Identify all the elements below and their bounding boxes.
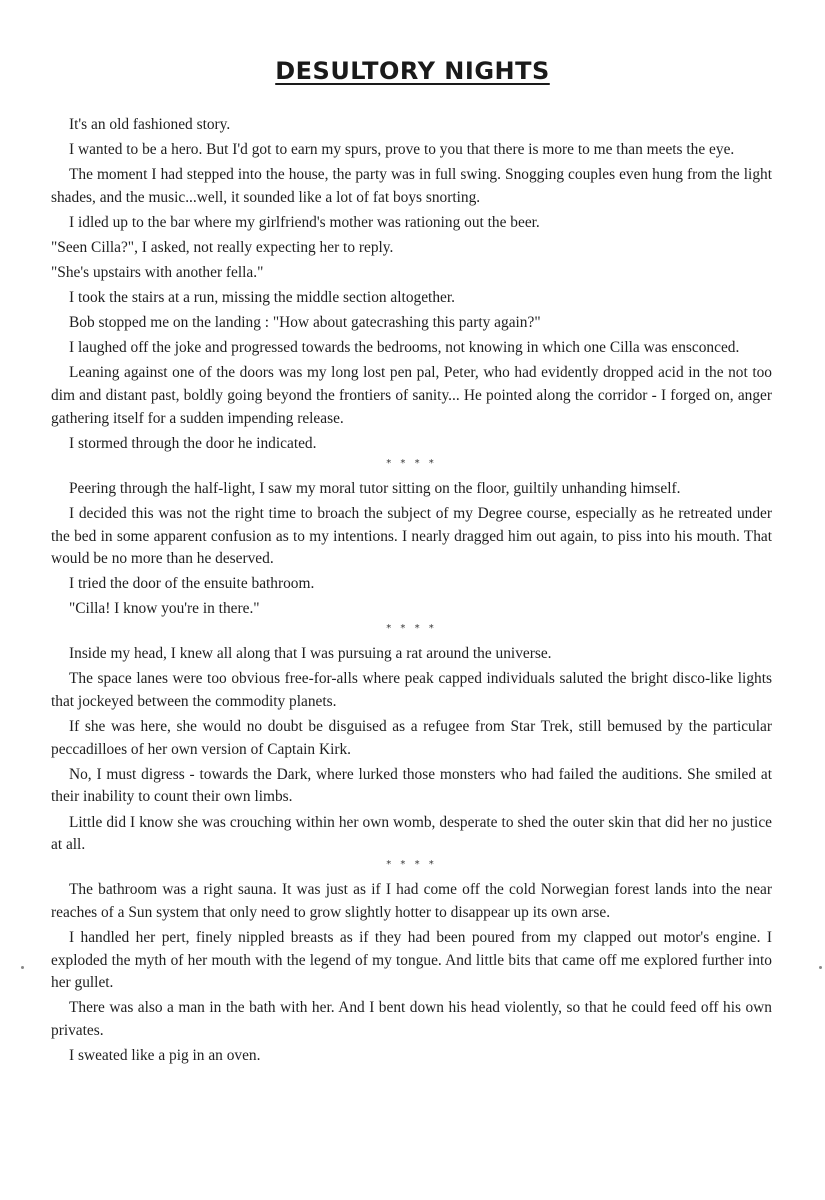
paragraph: Little did I know she was crouching within her own womb, desperate to shed the outer skin that did her no justice at all.	[51, 813, 772, 854]
paragraph: If she was here, she would no doubt be disguised as a refugee from Star Trek, still bemused by the particular peccadilloes of her own version of Captain Kirk.	[51, 718, 772, 758]
paragraph: The space lanes were too obvious free-for-alls where peak capped individuals saluted the bright disco-like lights that jockeyed between the commodity planets.	[51, 670, 772, 711]
paragraph: I handled her pert, finely nippled breasts as if they had been poured from my clapped out motor's engine. I exploded the myth of her mouth with the legend of my tongue. And little bits that came off me explored further into her gullet.	[51, 928, 772, 992]
paragraph: Bob stopped me on the landing : "How about gatecrashing this party again?"	[69, 314, 541, 332]
paragraph: There was also a man in the bath with her. And I bent down his head violently, so that he could feed off his own privates.	[51, 999, 772, 1039]
document-title: DESULTORY NIGHTS	[275, 57, 550, 85]
paragraph: "She's upstairs with another fella."	[51, 264, 264, 282]
paragraph: No, I must digress - towards the Dark, where lurked those monsters who had failed the auditions. She smiled at their inability to count their own limbs.	[51, 765, 772, 806]
paragraph: I took the stairs at a run, missing the middle section altogether.	[69, 289, 455, 307]
section-separator: * * * *	[386, 457, 437, 469]
paragraph: I decided this was not the right time to broach the subject of my Degree course, especially as he retreated under the bed in some apparent confusion as to my intentions. I nearly dragged him out again, to piss into his mouth. That would be no more than he deserved.	[51, 504, 772, 568]
scan-speck	[21, 966, 24, 969]
section-separator: * * * *	[386, 859, 437, 871]
paragraph: I idled up to the bar where my girlfriend's mother was rationing out the beer.	[69, 213, 540, 231]
paragraph: Leaning against one of the doors was my long lost pen pal, Peter, who had evidently dropped acid in the not too dim and distant past, boldly going beyond the frontiers of sanity... He pointed along the corridor - I forged on, anger gathering itself for a sudden impending release.	[51, 364, 772, 427]
section-separator: * * * *	[386, 623, 437, 635]
paragraph: I tried the door of the ensuite bathroom.	[69, 575, 315, 593]
paragraph: Peering through the half-light, I saw my moral tutor sitting on the floor, guiltily unhanding himself.	[69, 479, 681, 497]
paragraph: The bathroom was a right sauna. It was just as if I had come off the cold Norwegian forest lands into the near reaches of a Sun system that only need to grow slightly hotter to disappear up its own arse.	[51, 881, 772, 921]
paragraph: "Cilla! I know you're in there."	[69, 600, 260, 618]
paragraph: "Seen Cilla?", I asked, not really expecting her to reply.	[51, 238, 394, 256]
paragraph: I sweated like a pig in an oven.	[69, 1046, 261, 1064]
paragraph: I stormed through the door he indicated.	[69, 434, 317, 452]
paragraph: I wanted to be a hero. But I'd got to earn my spurs, prove to you that there is more to me than meets the eye.	[69, 141, 735, 159]
scan-speck	[819, 966, 822, 969]
paragraph: It's an old fashioned story.	[69, 116, 231, 133]
paragraph: Inside my head, I knew all along that I was pursuing a rat around the universe.	[69, 645, 552, 663]
paragraph: The moment I had stepped into the house, the party was in full swing. Snogging couples even hung from the light shades, and the music...well, it sounded like a lot of fat boys snorting.	[51, 166, 772, 206]
paragraph: I laughed off the joke and progressed towards the bedrooms, not knowing in which one Cilla was ensconced.	[69, 339, 740, 357]
document-body	[51, 114, 772, 1070]
